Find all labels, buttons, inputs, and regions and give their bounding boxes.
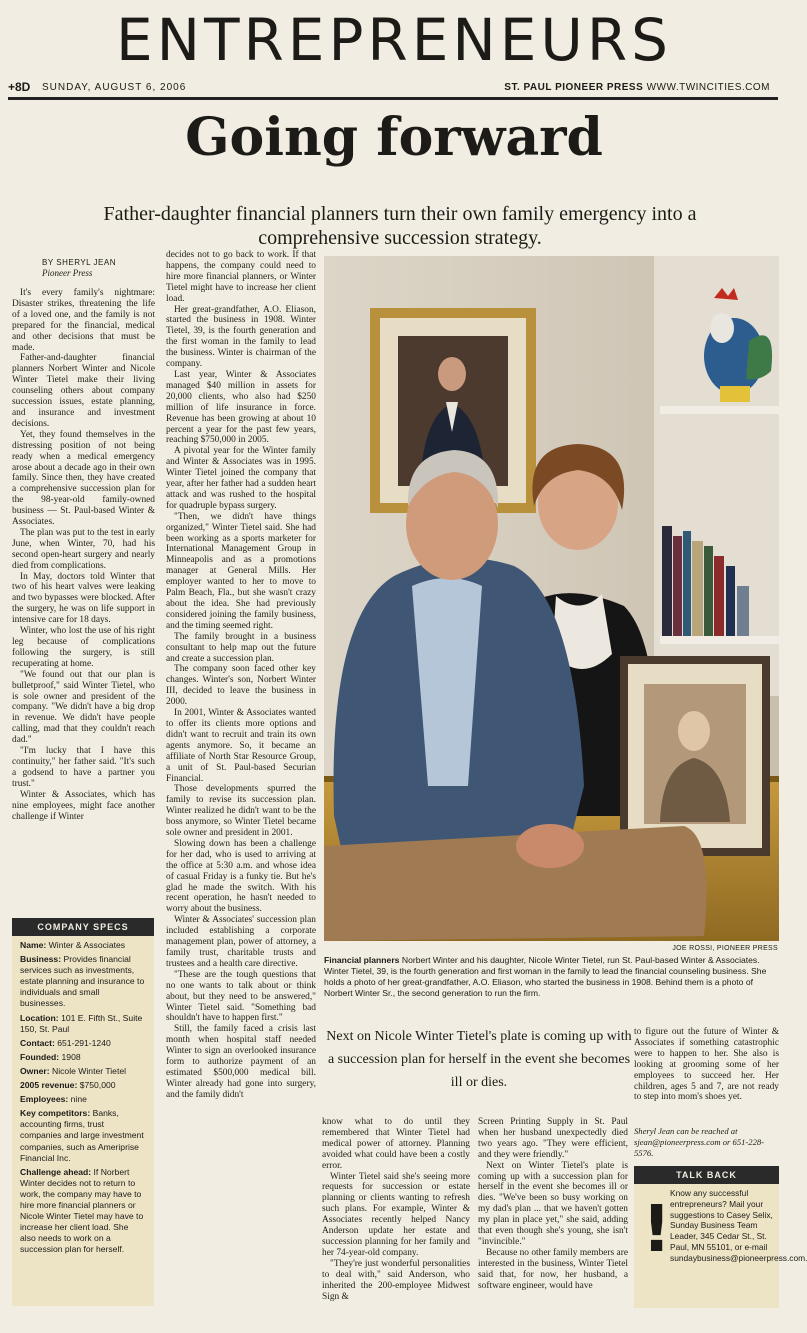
article-column-2: [166, 250, 316, 1310]
article-column-3: [322, 1117, 470, 1313]
spec-label: Contact:: [20, 1037, 55, 1048]
byline: [42, 258, 162, 278]
spec-label: Founded:: [20, 1051, 60, 1062]
article-paragraph: Winter & Associates, which has nine employees, might face another challenge if Winter: [12, 789, 155, 822]
talk-back-title: TALK BACK: [634, 1166, 779, 1184]
article-paragraph: "Then, we didn't have things organized," Winter Tietel said. She had been working as a sports marketer for International Management Group in Minneapolis and as a promotions manager at General Mills. Her employer wanted to her to move to Palm Beach, Fla., but she wasn't crazy about the idea. She had previously considered joining the family business, and the timing seemed right.: [166, 511, 316, 631]
folio-bar: [8, 80, 778, 100]
spec-value: nine: [70, 1094, 87, 1105]
author-contact: Sheryl Jean can be reached at sjean@pioneerpress.com or 651-228-5576.: [634, 1126, 765, 1158]
deck: Father-daughter financial planners turn their own family emergency into a comprehensive succession strategy.: [103, 203, 697, 249]
byline-author: BY SHERYL JEAN: [42, 258, 116, 267]
spec-item: [20, 954, 146, 1009]
paper-name: ST. PAUL PIONEER PRESS: [504, 82, 644, 93]
spec-label: Location:: [20, 1012, 59, 1023]
spec-item: [20, 1094, 146, 1105]
article-paragraph: Those developments spurred the family to revise its succession plan. Winter realized he didn't want to be the boss anymore, so Winter Tietel became sole owner and president in 2001.: [166, 784, 316, 839]
spec-label: Challenge ahead:: [20, 1166, 92, 1177]
article-column-4: [478, 1117, 628, 1313]
article-paragraph: Winter, who lost the use of his right leg because of complications following the surgery, is still recuperating at home.: [12, 626, 155, 669]
spec-label: Name:: [20, 940, 47, 950]
article-paragraph: "They're just wonderful personalities to deal with," said Anderson, who inherited the 200-employee Midwest Sign &: [322, 1258, 470, 1302]
byline-org: Pioneer Press: [42, 268, 93, 278]
spec-value: $750,000: [79, 1080, 116, 1091]
news-photo: [324, 256, 779, 941]
talk-back-box: [634, 1166, 807, 1308]
spec-item: [20, 1080, 146, 1091]
spec-value: 651-291-1240: [57, 1037, 111, 1048]
article-paragraph: decides not to go back to work. If that happens, the company could need to hire more financial planners, or Winter Tietel might have to increase her client load.: [166, 250, 316, 304]
company-specs-title: COMPANY SPECS: [12, 918, 154, 936]
headline: Going forward: [185, 107, 603, 168]
spec-value: Banks, accounting firms, trust companies and large investment companies, such as Ameriprise Financial Inc.: [20, 1108, 144, 1163]
photo-illustration: [324, 256, 779, 941]
spec-item: [20, 1052, 146, 1063]
article-paragraph: Yet, they found themselves in the distressing position of not being ready when a medical emergency arose about a decade ago in their own family. Since then, they have created a comprehensive succession plan for the 98-year-old family-owned business — St. Paul-based Winter & Associates.: [12, 429, 155, 528]
company-specs-box: [12, 918, 154, 1306]
article-paragraph: Still, the family faced a crisis last month when hospital staff needed Winter to sign an overlooked insurance form to authorize payment of an estimated $500,000 medical bill. Winter already had gone into surgery, and the family didn't: [166, 1024, 316, 1100]
spec-label: 2005 revenue:: [20, 1080, 78, 1091]
article-paragraph: A pivotal year for the Winter family and Winter & Associates was in 1995. Winter Tietel joined the company that year, after her father had a sudden heart attack and was rushed to the hospital for quadruple bypass surgery.: [166, 446, 316, 511]
spec-item: [20, 1013, 146, 1035]
article-paragraph: to figure out the future of Winter & Associates if something catastrophic were to happen to her. She also is looking at grooming some of her employees to succeed her. Her children, ages 5 and 7, are not ready to step into mom's shoes yet.: [634, 1027, 779, 1103]
spec-value: Provides financial services such as investments, estate planning and insurance to individuals and small businesses.: [20, 954, 145, 1009]
section-title: ENTREPRENEURS: [116, 6, 672, 74]
exclamation-icon: !: [642, 1193, 672, 1267]
article-paragraph: Winter Tietel said she's seeing more requests for succession or estate planning or clients wanting to refresh such plans. For example, Winter & Associates recently helped Nancy Anderson update her estate and succession planning for her family and her 74-year-old company.: [322, 1171, 470, 1258]
caption-lead: Financial planners: [324, 955, 400, 965]
spec-label: Employees:: [20, 1094, 69, 1105]
article-paragraph: In May, doctors told Winter that two of his heart valves were leaking and two bypasses were blocked. After the surgery, he was on life support in intensive care for 18 days.: [12, 571, 155, 626]
spec-item: [20, 1038, 146, 1049]
article-column-1: [12, 288, 155, 912]
article-paragraph: In 2001, Winter & Associates wanted to offer its clients more options and didn't want to recruit and train its own agents anymore. So, it became an affiliate of North Star Resource Group, a unit of St. Paul-based Securian Financial.: [166, 708, 316, 784]
spec-value: 1908: [61, 1051, 81, 1062]
article-paragraph: Screen Printing Supply in St. Paul when her husband unexpectedly died two years ago. "They were efficient, and they were friendly.": [478, 1117, 628, 1160]
spec-value: 101 E. Fifth St., Suite 150, St. Paul: [20, 1012, 143, 1034]
issue-date: SUNDAY, AUGUST 6, 2006: [42, 82, 187, 93]
article-paragraph: Father-and-daughter financial planners Norbert Winter and Nicole Winter Tietel make their living counseling others about company succession issues, estate planning, and insurance and investment decisions.: [12, 353, 155, 429]
article-paragraph: It's every family's nightmare: Disaster strikes, threatening the life of a loved one, and the family is not prepared for the financial, medical and other decisions that must be made.: [12, 288, 155, 353]
article-paragraph: Slowing down has been a challenge for her dad, who is used to arriving at the office at 5:30 a.m. and whose idea of casual Friday is a funky tie. But he's glad he made the switch. With his recent operation, he hasn't needed to worry about the business.: [166, 838, 316, 915]
article-paragraph: "We found out that our plan is bulletproof," said Winter Tietel, who is sole owner and president of the company. "We didn't have a big drop in revenue. We didn't have people calling, mad that they couldn't reach dad.": [12, 669, 155, 746]
talk-back-text: Know any successful entrepreneurs? Mail your suggestions to Casey Selix, Sunday Business Team Leader, 345 Cedar St., St. Paul, MN 55101, or e-mail sundaybusiness@pioneerpress.com.: [670, 1188, 807, 1263]
spec-item: [20, 1167, 146, 1256]
photo-credit: JOE ROSSI, PIONEER PRESS: [672, 945, 778, 952]
photo-caption: [324, 955, 779, 999]
article-paragraph: The company soon faced other key changes. Winter's son, Norbert Winter III, decided to leave the business in 2000.: [166, 664, 316, 708]
article-paragraph: Because no other family members are interested in the business, Winter Tietel said that, for now, her husband, a software engineer, would have: [478, 1247, 628, 1291]
caption-text: Norbert Winter and his daughter, Nicole Winter Tietel, run St. Paul-based Winter & Associates. Winter Tietel, 39, is the fourth generation and first woman in the family to lead the financial counseling business. She holds a photo of her great-grandfather, A.O. Eliason, who started the business in 1908. Behind them is a photo of Norbert Winter Sr., the second generation to run the firm.: [324, 955, 767, 998]
article-paragraph: know what to do until they remembered that Winter Tietel had medical power of attorney. Planning avoided what could have been a costly error.: [322, 1117, 470, 1171]
article-paragraph: The family brought in a business consultant to help map out the future and create a succession plan.: [166, 631, 316, 664]
article-column-5: [634, 1027, 779, 1125]
article-paragraph: Last year, Winter & Associates managed $40 million in assets for 20,000 clients, who also had $250 million of life insurance in force. Revenue has been growing at about 10 percent a year for the past few years, reaching $750,000 in 2005.: [166, 369, 316, 446]
spec-label: Business:: [20, 954, 62, 965]
spec-value: Nicole Winter Tietel: [52, 1065, 127, 1076]
spec-item: [20, 940, 146, 951]
spec-item: [20, 1066, 146, 1077]
article-paragraph: Next on Winter Tietel's plate is coming up with a succession plan for herself in the event she becomes ill or dies. "We've been so busy working on my dad's plan ... that we haven't gotten my plan in place yet," she said, adding that even though she's young, she isn't "invincible.": [478, 1160, 628, 1247]
company-specs-list: [12, 936, 154, 1262]
article-paragraph: "I'm lucky that I have this continuity," her father said. "It's such a godsend to have a partner you trust.": [12, 746, 155, 789]
article-paragraph: Her great-grandfather, A.O. Eliason, started the business in 1908. Winter Tietel, 39, is the fourth generation and the first woman in the family to lead the business. Winter is chairman of the company.: [166, 304, 316, 370]
pull-quote: Next on Nicole Winter Tietel's plate is coming up with a succession plan for herself in the event she becomes ill or dies.: [326, 1029, 632, 1090]
spec-label: Key competitors:: [20, 1108, 91, 1119]
spec-label: Owner:: [20, 1065, 50, 1076]
spec-item: [20, 1108, 146, 1163]
spec-value: If Norbert Winter decides not to return to work, the company may have to hire more financial planners or Nicole Winter Tietel may have to increase her client load. She also needs to work on a succession plan for herself.: [20, 1166, 144, 1255]
page-number: +8D: [8, 80, 31, 94]
paper-name-line: [504, 81, 770, 95]
article-paragraph: "These are the tough questions that no one wants to talk about or think about, but they need to be answered," Winter Tietel said. "Something bad shouldn't have to happen first.": [166, 969, 316, 1024]
spec-value: Winter & Associates: [48, 940, 126, 950]
article-paragraph: Winter & Associates' succession plan included establishing a corporate management plan, power of attorney, a family trust, charitable trusts and trustees and a health care directive.: [166, 915, 316, 969]
article-paragraph: The plan was put to the test in early June, when Winter, 70, had his second open-heart surgery and nearly died from complications.: [12, 527, 155, 571]
paper-website: WWW.TWINCITIES.COM: [646, 82, 770, 93]
